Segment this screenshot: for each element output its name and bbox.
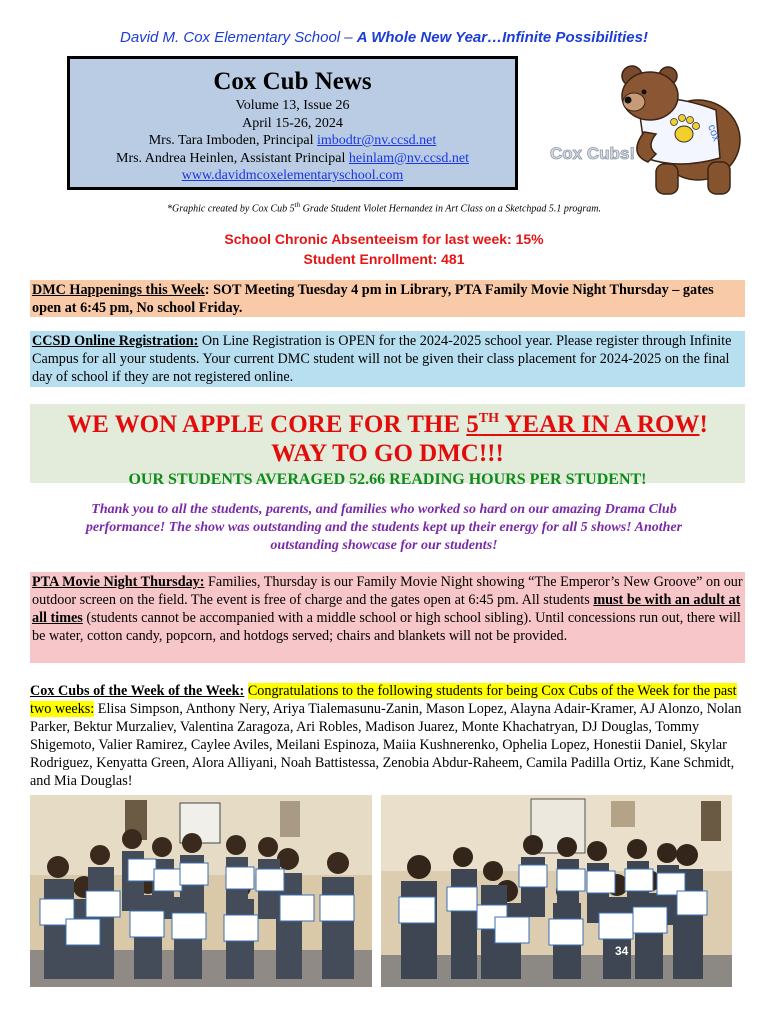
cox-cubs-wordart: Cox Cubs! <box>550 144 635 163</box>
credit-superscript: th <box>294 201 301 209</box>
credit-text-end: Grade Student Violet Hernandez in Art Class on a Sketchpad 5.1 program. <box>300 203 602 215</box>
headline-part-1: WE WON APPLE CORE FOR THE <box>67 411 467 438</box>
shirt-text: cox <box>705 122 723 144</box>
assistant-principal-label: Mrs. Andrea Heinlen, Assistant Principal <box>116 150 349 166</box>
movie-night-emphasis: must be with an adult at all times <box>32 592 741 626</box>
group-photo-right <box>381 795 732 987</box>
headline-superscript: TH <box>478 411 500 426</box>
apple-core-headline <box>30 404 745 439</box>
ccsd-registration-box <box>30 331 745 387</box>
drama-club-thanks: Thank you to all the students, parents, and families who worked so hard on our amazing Drama Club performance! The show was outstanding and the students kept up their energy for all 5 shows! Another outstanding showcase for our students! <box>85 502 683 553</box>
movie-night-text-1: Families, Thursday is our Family Movie Night showing “The Emperor’s New Groove” on our outdoor screen on the field. The event is free of charge and the gates open at 6:45 pm. All students <box>32 574 743 608</box>
headline-exclamation: ! <box>699 411 708 438</box>
absenteeism-stat: School Chronic Absenteeism for last week: 15% <box>224 231 544 247</box>
principal-email-link[interactable]: imbodtr@nv.ccsd.net <box>316 133 437 148</box>
cubs-photo-left <box>30 795 372 987</box>
volume-issue: Volume 13, Issue 26 <box>235 98 350 113</box>
tagline-school-name: David M. Cox Elementary School – <box>120 29 357 46</box>
website-line <box>70 167 515 185</box>
school-stats <box>0 229 768 269</box>
cubs-names: Elisa Simpson, Anthony Nery, Ariya Tialemasunu-Zanin, Mason Lopez, Alayna Adair-Kramer, AJ Alonzo, Nolan Parker, Bektur Murzaliev, Valentina Zaragoza, Ari Robles, Madison Juarez, Monte Khachatryan, DJ Douglas, Tommy Shigemoto, Valier Ramirez, Caylee Aviles, Meilani Espinoza, Maiia Kushnerenko, Ophelia Lopez, Honestii Daniel, Skylar Rodriguez, Kenyatta Green, Alora Alliyani, Noah Battistessa, Zenobia Abdur-Raheem, Camila Padilla Ortiz, Kane Schmidt, and Mia Douglas! <box>30 701 742 789</box>
cubs-highlight: Congratulations to the following students for being Cox Cubs of the Week for the past two weeks: <box>30 683 737 717</box>
movie-night-label: PTA Movie Night Thursday: <box>32 574 205 590</box>
headline-year-in-a-row <box>466 411 699 438</box>
newsletter-masthead <box>67 56 518 190</box>
enrollment-stat: Student Enrollment: 481 <box>303 251 465 267</box>
headline-part-2: YEAR IN A ROW <box>499 411 700 438</box>
bear-illustration <box>548 62 744 198</box>
principal-label: Mrs. Tara Imboden, Principal <box>148 133 317 148</box>
svg-text:34: 34 <box>615 944 629 958</box>
cubs-label: Cox Cubs of the Week of the Week: <box>30 683 245 699</box>
movie-night-text-2: (students cannot be accompanied with a middle school or high school sibling). Until concessions run out, there will be water, cotton candy, popcorn, and hotdogs served; chairs and blankets will not be provided. <box>32 610 741 644</box>
principal-line <box>70 132 515 150</box>
registration-label: CCSD Online Registration: <box>32 333 199 349</box>
dmc-happenings-box <box>30 280 745 317</box>
tagline-motto: A Whole New Year…Infinite Possibilities! <box>356 29 648 46</box>
pta-movie-night-box <box>30 572 745 663</box>
happenings-label: DMC Happenings this Week <box>32 282 205 298</box>
school-website-link[interactable]: www.davidmcoxelementaryschool.com <box>181 168 404 183</box>
cubs-photo-right <box>381 795 732 987</box>
happenings-colon: : <box>204 282 214 298</box>
registration-text: On Line Registration is OPEN for the 2024-2025 school year. Please register through Infinite Campus for all your students. Your current DMC student will not be given their class placement for 2024-2025 on the final day of school if they are not registered online. <box>32 333 732 385</box>
headline-number: 5 <box>466 411 479 438</box>
way-to-go-headline: WAY TO GO DMC!!! <box>271 440 504 467</box>
issue-dates: April 15-26, 2024 <box>242 115 343 131</box>
happenings-text: SOT Meeting Tuesday 4 pm in Library, PTA Family Movie Night Thursday – gates open at 6:45 pm, No school Friday. <box>32 282 714 316</box>
group-photo-left <box>30 795 372 987</box>
cox-cub-bear-logo <box>548 62 744 198</box>
reading-hours-subheadline: OUR STUDENTS AVERAGED 52.66 READING HOURS PER STUDENT! <box>128 471 647 488</box>
cubs-of-the-week <box>30 682 745 790</box>
credit-text-start: *Graphic created by Cox Cub 5 <box>166 203 295 215</box>
assistant-principal-email-link[interactable]: heinlam@nv.ccsd.net <box>348 150 469 166</box>
apple-core-banner <box>30 404 745 488</box>
graphic-credit <box>0 199 768 215</box>
assistant-principal-line <box>70 150 515 168</box>
school-tagline <box>0 29 768 46</box>
newsletter-title: Cox Cub News <box>213 68 372 95</box>
